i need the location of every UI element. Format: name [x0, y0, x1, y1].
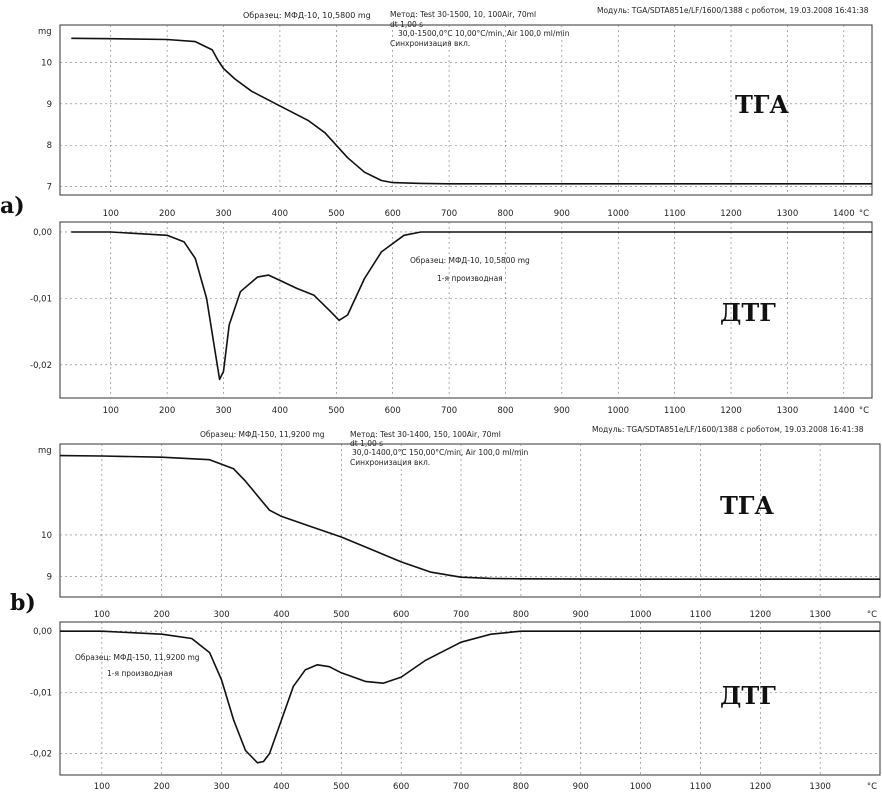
- panel-b-label: b): [10, 590, 36, 616]
- a_tga-x-unit-label: °C: [858, 209, 870, 219]
- b_tga-x-tick-label: 400: [273, 610, 290, 620]
- b-header-segment: 30,0-1400,0°C 150,00°C/min, Air 100,0 ml/min: [352, 448, 529, 457]
- b_tga-y-tick-label: 9: [46, 572, 52, 583]
- a_tga-x-tick-label: 1000: [607, 209, 630, 219]
- b_dtg-x-unit-label: °C: [866, 782, 878, 792]
- b_tga-x-tick-label: 100: [93, 610, 111, 620]
- a_tga-y-unit-label: mg: [38, 27, 52, 37]
- a_tga-x-tick-label: 300: [215, 209, 232, 219]
- a-dtg-note-sample: Образец: МФД-10, 10,5800 mg: [410, 256, 530, 265]
- a_dtg-x-tick-label: 800: [497, 406, 514, 416]
- b_dtg-x-tick-label: 1200: [749, 782, 772, 792]
- a-header-sync: Синхронизация вкл.: [390, 39, 471, 48]
- b_dtg-y-tick-label: 0,00: [33, 627, 52, 638]
- a_dtg-x-tick-label: 200: [159, 406, 176, 416]
- a_dtg-x-tick-label: 1200: [720, 406, 742, 416]
- b_dtg-x-tick-label: 300: [213, 782, 230, 792]
- a_tga-x-tick-label: 800: [497, 209, 514, 219]
- b_tga-x-tick-label: 1100: [689, 610, 712, 620]
- a_tga-x-tick-label: 600: [384, 209, 401, 219]
- a-header-segment: 30,0-1500,0°C 10,00°C/min, Air 100,0 ml/min: [398, 29, 570, 38]
- a-header-dt: dt 1,00 s: [390, 20, 424, 29]
- a_dtg-chart: [30, 222, 872, 416]
- b_tga-x-tick-label: 500: [333, 610, 350, 620]
- b_tga-x-tick-label: 1000: [629, 610, 652, 620]
- b_tga-x-unit-label: °C: [866, 610, 878, 620]
- a-header-sample: Образец: МФД-10, 10,5800 mg: [243, 11, 371, 20]
- a_tga-y-tick-label: 10: [41, 58, 52, 69]
- a_dtg-x-tick-label: 1300: [776, 406, 799, 416]
- b-header-sync: Синхронизация вкл.: [350, 458, 431, 467]
- b_dtg-curve-type-label: ДТГ: [720, 681, 776, 710]
- a_dtg-x-tick-label: 900: [553, 406, 570, 416]
- a_tga-x-tick-label: 1200: [720, 209, 742, 219]
- b_tga-x-tick-label: 1200: [749, 610, 772, 620]
- panel-a-label: a): [0, 193, 25, 219]
- a_tga-x-tick-label: 400: [271, 209, 289, 219]
- a_tga-y-tick-label: 8: [46, 141, 52, 152]
- b_dtg-y-tick-label: -0,02: [30, 749, 52, 760]
- a_dtg-y-tick-label: -0,01: [30, 294, 52, 305]
- b_dtg-y-tick-label: -0,01: [30, 688, 52, 699]
- a_dtg-x-tick-label: 1000: [607, 406, 630, 416]
- a_tga-y-tick-label: 9: [46, 99, 52, 110]
- a_dtg-x-tick-label: 700: [440, 406, 458, 416]
- a_dtg-y-tick-label: -0,02: [30, 360, 52, 371]
- a-header-method: Метод: Test 30-1500, 10, 100Air, 70ml: [390, 10, 537, 19]
- a_tga-chart: [38, 25, 872, 219]
- a_dtg-y-tick-label: 0,00: [33, 227, 52, 238]
- b_tga-chart: [38, 444, 880, 620]
- b_tga-x-tick-label: 800: [512, 610, 529, 620]
- a_dtg-x-tick-label: 100: [102, 406, 119, 416]
- b_tga-x-tick-label: 300: [213, 610, 230, 620]
- a_dtg-x-tick-label: 400: [271, 406, 289, 416]
- b_dtg-x-tick-label: 500: [333, 782, 350, 792]
- b_dtg-x-tick-label: 1100: [689, 782, 712, 792]
- a_dtg-x-tick-label: 600: [384, 406, 401, 416]
- a_tga-y-tick-label: 7: [46, 182, 52, 193]
- b_dtg-x-tick-label: 600: [393, 782, 410, 792]
- b_dtg-x-tick-label: 1000: [629, 782, 652, 792]
- a_dtg-x-unit-label: °C: [858, 406, 870, 416]
- a_dtg-x-tick-label: 300: [215, 406, 232, 416]
- b_dtg-x-tick-label: 400: [273, 782, 290, 792]
- a_tga-x-tick-label: 700: [440, 209, 458, 219]
- a_tga-x-tick-label: 500: [328, 209, 345, 219]
- b_tga-x-tick-label: 200: [153, 610, 170, 620]
- a_tga-x-tick-label: 900: [553, 209, 570, 219]
- b-header-sample: Образец: МФД-150, 11,9200 mg: [200, 430, 325, 439]
- b_tga-x-tick-label: 700: [452, 610, 470, 620]
- b_dtg-x-tick-label: 200: [153, 782, 170, 792]
- b_dtg-x-tick-label: 1300: [809, 782, 831, 792]
- b_tga-plot-frame: [60, 444, 880, 597]
- b_dtg-x-tick-label: 800: [512, 782, 529, 792]
- b-dtg-note-curve: 1-я производная: [107, 669, 173, 678]
- a_dtg-x-tick-label: 500: [328, 406, 345, 416]
- b_dtg-chart: [30, 622, 880, 792]
- b-header-dt: dt 1,00 s: [350, 439, 384, 448]
- b_tga-x-tick-label: 1300: [809, 610, 831, 620]
- b_dtg-x-tick-label: 100: [93, 782, 111, 792]
- b_tga-y-tick-label: 10: [41, 530, 52, 541]
- b_tga-curve-type-label: ТГА: [720, 491, 774, 520]
- b_tga-x-tick-label: 900: [572, 610, 589, 620]
- b-header-module: Модуль: TGA/SDTA851e/LF/1600/1388 с роботом, 19.03.2008 16:41:38: [592, 425, 864, 434]
- a_dtg-x-tick-label: 1100: [663, 406, 686, 416]
- b_dtg-x-tick-label: 900: [572, 782, 589, 792]
- a-header-module: Модуль: TGA/SDTA851e/LF/1600/1388 с роботом, 19.03.2008 16:41:38: [597, 6, 869, 15]
- b_tga-y-unit-label: mg: [38, 446, 52, 456]
- b_dtg-x-tick-label: 700: [452, 782, 470, 792]
- a_tga-x-tick-label: 100: [102, 209, 119, 219]
- a_tga-x-tick-label: 1300: [776, 209, 799, 219]
- b-dtg-note-sample: Образец: МФД-150, 11,9200 mg: [75, 653, 200, 662]
- a-dtg-note-curve: 1-я производная: [437, 274, 503, 283]
- a_tga-x-tick-label: 1400: [832, 209, 855, 219]
- a_dtg-x-tick-label: 1400: [832, 406, 855, 416]
- b-header-method: Метод: Test 30-1400, 150, 100Air, 70ml: [350, 430, 501, 439]
- a_tga-curve-type-label: ТГА: [735, 90, 789, 119]
- b_tga-x-tick-label: 600: [393, 610, 410, 620]
- a_dtg-curve-type-label: ДТГ: [720, 298, 776, 327]
- a_tga-x-tick-label: 1100: [663, 209, 686, 219]
- a_tga-x-tick-label: 200: [159, 209, 176, 219]
